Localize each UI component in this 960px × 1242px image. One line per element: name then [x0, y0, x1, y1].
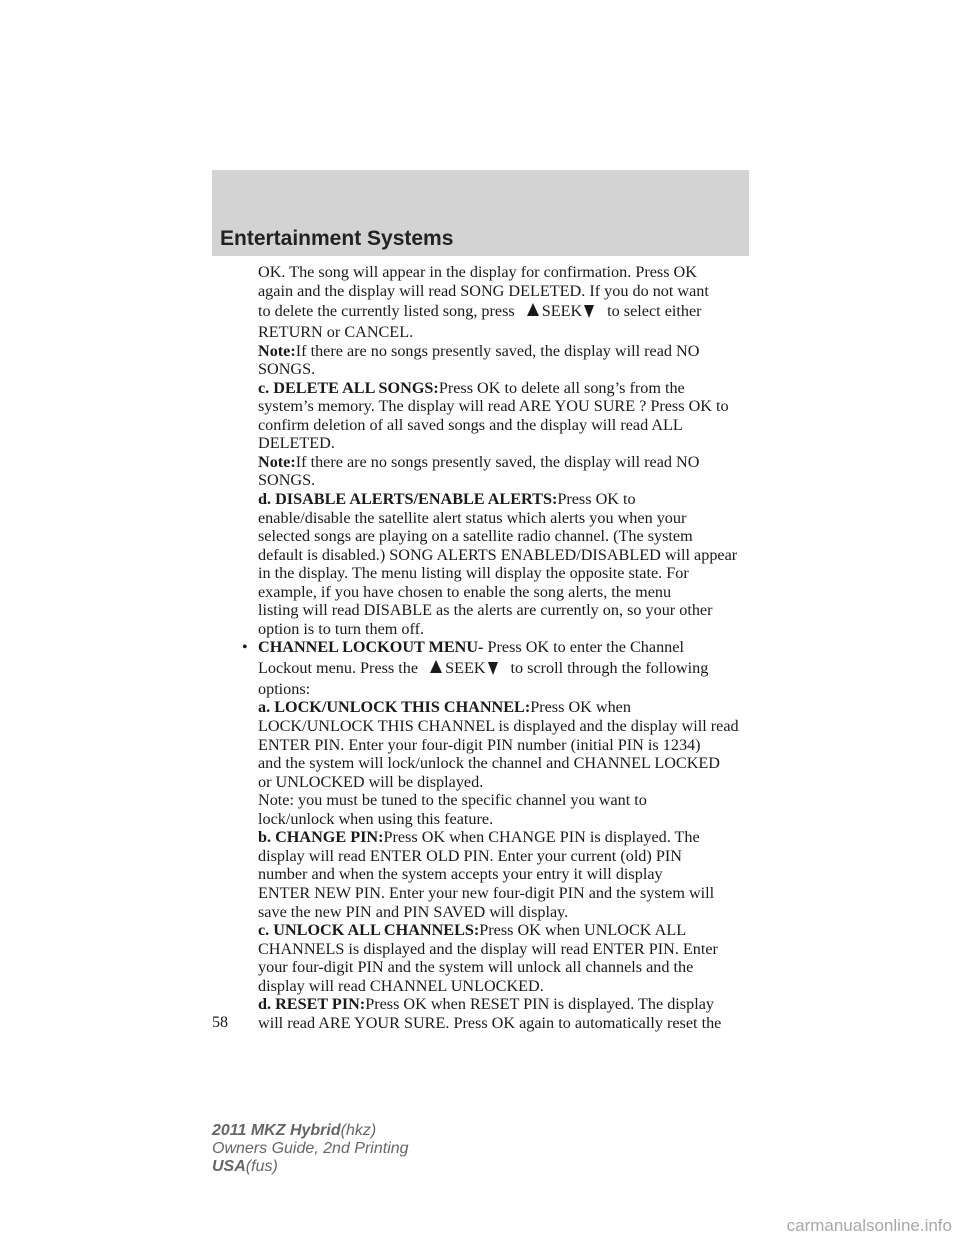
text-line: RETURN or CANCEL. — [258, 323, 414, 342]
text-line: Note: you must be tuned to the specific channel you want to — [258, 791, 647, 810]
text-line: SONGS. — [258, 360, 316, 379]
seek-up-arrow-icon — [430, 660, 442, 673]
text-line: SONGS. — [258, 471, 316, 490]
item-heading-line: d. RESET PIN:Press OK when RESET PIN is displayed. The display — [258, 995, 714, 1014]
section-title: Entertainment Systems — [220, 227, 454, 250]
text-line: or UNLOCKED will be displayed. — [258, 772, 484, 791]
text-line: DELETED. — [258, 434, 335, 453]
seek-down-arrow-icon — [584, 305, 594, 318]
text-line: ENTER PIN. Enter your four-digit PIN number (initial PIN is 1234) — [258, 735, 701, 754]
text-line: LOCK/UNLOCK THIS CHANNEL is displayed and the display will read — [258, 717, 739, 736]
text-line: enable/disable the satellite alert status which alerts you when your — [258, 508, 687, 527]
text-line: options: — [258, 679, 311, 698]
seek-label: SEEK — [445, 658, 486, 677]
body-text — [242, 263, 748, 1032]
item-heading-line: d. DISABLE ALERTS/ENABLE ALERTS:Press OK to — [258, 490, 636, 509]
text-line: OK. The song will appear in the display for confirmation. Press OK — [258, 263, 697, 281]
text-line: display will read CHANNEL UNLOCKED. — [258, 976, 544, 995]
text-line: number and when the system accepts your entry it will display — [258, 865, 663, 884]
seek-up-arrow-icon — [527, 303, 539, 316]
item-heading-line: b. CHANGE PIN:Press OK when CHANGE PIN is displayed. The — [258, 828, 700, 847]
note-line: Note:If there are no songs presently saved, the display will read NO — [258, 341, 700, 360]
note-line: Note:If there are no songs presently saved, the display will read NO — [258, 452, 700, 471]
item-heading-line: c. DELETE ALL SONGS:Press OK to delete all song’s from the — [258, 378, 685, 397]
item-heading-line: a. LOCK/UNLOCK THIS CHANNEL:Press OK when — [258, 698, 631, 717]
text-line: in the display. The menu listing will display the opposite state. For — [258, 564, 689, 583]
text-line: selected songs are playing on a satellite radio channel. (The system — [258, 527, 693, 546]
seek-down-arrow-icon — [488, 662, 498, 675]
text-line: your four-digit PIN and the system will unlock all channels and the — [258, 958, 694, 977]
text-line: listing will read DISABLE as the alerts are currently on, so your other — [258, 601, 713, 620]
seek-label: SEEK — [541, 302, 583, 321]
text-line: and the system will lock/unlock the channel and CHANNEL LOCKED — [258, 754, 720, 773]
footer-line-region: USA(fus) — [212, 1158, 278, 1175]
text-line: display will read ENTER OLD PIN. Enter your current (old) PIN — [258, 846, 682, 865]
footer-line-edition: Owners Guide, 2nd Printing — [212, 1140, 409, 1157]
item-heading-line: c. UNLOCK ALL CHANNELS:Press OK when UNLOCK ALL — [258, 921, 687, 940]
text-line: save the new PIN and PIN SAVED will display. — [258, 902, 569, 921]
text-line: example, if you have chosen to enable the song alerts, the menu — [258, 582, 672, 601]
bullet-mark: • — [242, 638, 248, 657]
watermark-link[interactable]: carmanualsonline.info — [786, 1216, 952, 1235]
text-line: will read ARE YOUR SURE. Press OK again to automatically reset the — [258, 1013, 722, 1032]
document-footer — [212, 1122, 409, 1176]
text-line: again and the display will read SONG DELETED. If you do not want — [258, 281, 709, 300]
text-line: default is disabled.) SONG ALERTS ENABLED/DISABLED will appear — [258, 545, 738, 564]
bullet-line: • CHANNEL LOCKOUT MENU- Press OK to enter the Channel — [242, 638, 684, 657]
text-line: option is to turn them off. — [258, 619, 425, 638]
text-line: ENTER NEW PIN. Enter your new four-digit PIN and the system will — [258, 883, 715, 902]
text-line: lock/unlock when using this feature. — [258, 809, 494, 828]
text-line: system’s memory. The display will read ARE YOU SURE ? Press OK to — [258, 397, 729, 416]
text-line: CHANNELS is displayed and the display will read ENTER PIN. Enter — [258, 939, 718, 958]
text-line-with-seek: Lockout menu. Press the SEEK to scroll through the following — [258, 658, 709, 677]
text-line: confirm deletion of all saved songs and the display will read ALL — [258, 415, 683, 434]
page-number: 58 — [212, 1014, 228, 1031]
footer-line-model: 2011 MKZ Hybrid(hkz) — [212, 1122, 377, 1139]
section-header-band — [212, 170, 749, 256]
text-line-with-seek: to delete the currently listed song, press SEEK to select either — [258, 302, 702, 321]
